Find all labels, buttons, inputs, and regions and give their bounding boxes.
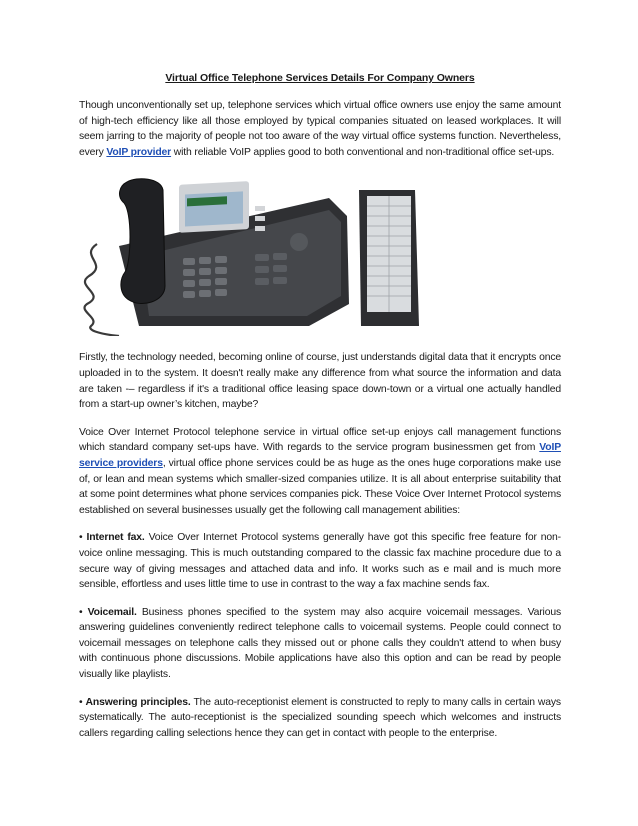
handset [120,179,165,304]
bullet: • [79,696,83,708]
list-item-term: Voicemail. [87,606,137,618]
voip-text-before: Voice Over Internet Protocol telephone service in virtual office set-up enjoys call management functions which standard company set-ups have. With regards to the service program businessmen get from [79,426,561,454]
line-keys [255,206,265,231]
ip-phone-image [79,176,439,336]
list-item [79,530,561,592]
voip-service-paragraph [79,425,561,519]
ip-desk-phone-illustration [79,176,439,336]
list-item-text: Business phones specified to the system may also acquire voicemail messages. Various answering guidelines conveniently redirect telephone calls to voicemail systems. People could connect to voicemail messages on telephone calls they missed out or phone calls they couldn't attend to when busy with continuous phone discussions. Mobile applications have also this option and can be read by people visually like playlists. [79,606,561,681]
intro-text-after: with reliable VoIP applies good to both conventional and non-traditional office set-ups. [171,146,555,158]
technology-paragraph: Firstly, the technology needed, becoming online of course, just understands digital data that it encrypts once uploaded in to the system. It doesn't really make any difference from what source the information and data are taken -– regardless if it's a traditional office leasing space down-town or a virtual one actually handled from a start-up owner’s kitchen, maybe? [79,352,561,411]
voip-service-providers-link[interactable]: VoIP service providers [79,442,561,469]
list-item-term: Internet fax. [86,532,145,544]
bullet: • [79,606,83,618]
intro-text-before: Though unconventionally set up, telephone services which virtual office owners use enjoy the same amount of high-tech efficiency like all those employed by typical companies situated on leased workplaces. It will seem jarring to the majority of people not too aware of the way virtual office systems function. Nevertheless, every [79,100,561,158]
list-item-text: The auto-receptionist element is constructed to reply to many calls in certain ways systematically. The auto-receptionist is the specialized sounding speech which welcomes and instructs callers regarding calling selections hence they can get in contact with people to the enterprise. [79,696,561,739]
voip-text-after: , virtual office phone services could be as huge as the ones huge corporations make use of, or lean and mean systems which smaller-sized companies utilize. It is all about enterprise suitability that at some point determines what phone services companies pick. These Voice Over Internet Protocol systems established on several businesses usually get the following call management abilities: [79,457,562,516]
list-item [79,605,561,683]
bullet: • [79,532,83,544]
intro-paragraph [79,98,561,160]
phone-screen [185,192,243,227]
document-title: Virtual Office Telephone Services Details For Company Owners [165,72,475,84]
handset-cord [85,244,119,336]
voip-provider-link[interactable]: VoIP provider [106,146,172,158]
document-page [79,72,561,741]
list-item-text: Voice Over Internet Protocol systems generally have got this specific free feature for non-voice online messaging. This is much outstanding compared to the classic fax machine procedure due to a secure way of giving messages and attached data and info. It works such as e mail and is much more sensible, effortless and uses little time to use in contrast to the way a fax machine sends fax. [79,532,561,591]
list-item [79,695,561,742]
list-item-term: Answering principles. [85,696,191,708]
